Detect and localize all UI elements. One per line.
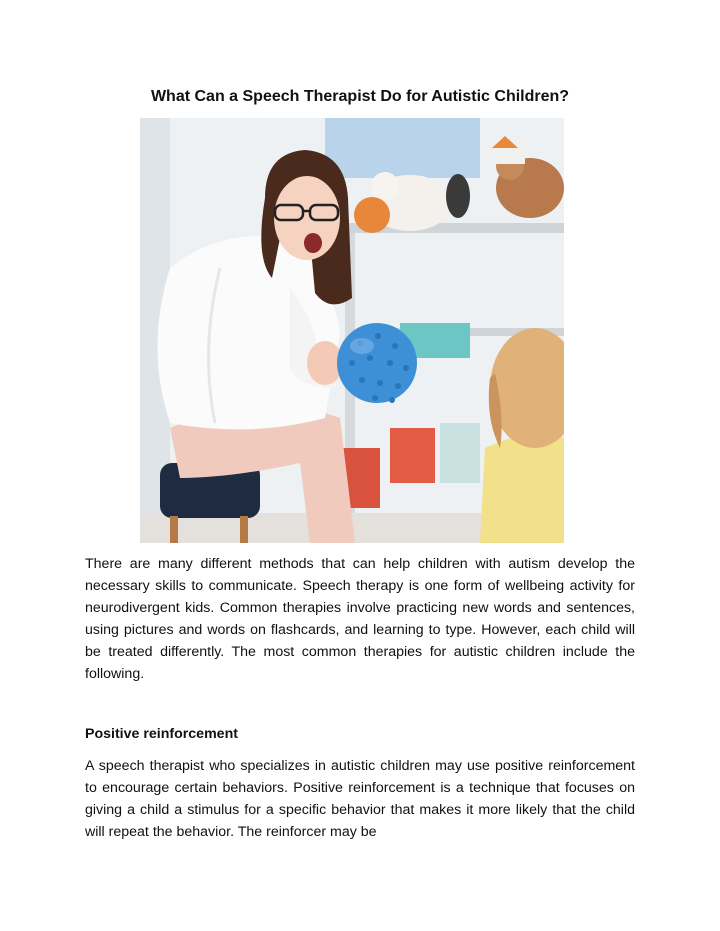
- page-title: What Can a Speech Therapist Do for Autistic Children?: [150, 88, 570, 105]
- open-mouth: [304, 233, 322, 253]
- intro-paragraph: There are many different methods that can help children with autism develop the necessary skills to communicate. Speech therapy is one form of wellbeing activity for neurodivergent kids. Common therapies involve practicing new words and sentences, using pictures and words on flashcards, and learning to type. However, each child will be treated differently. The most common therapies for autistic children include the following.: [85, 556, 635, 682]
- section-heading: Positive reinforcement: [85, 726, 238, 742]
- plush-fox: [354, 197, 390, 233]
- child-shirt: [480, 432, 564, 543]
- body-paragraph: A speech therapist who specializes in autistic children may use positive reinforcement to encourage certain behaviors. Positive reinforcement is a technique that focuses on giving a child a stimulus for a specific behavior that makes it more likely that the child will repeat the behavior. The reinforcer may be: [85, 758, 635, 840]
- wall-sign: [325, 118, 480, 178]
- red-box: [390, 428, 435, 483]
- article-photo: [140, 118, 564, 543]
- therapist-photo-illustration: [140, 118, 564, 543]
